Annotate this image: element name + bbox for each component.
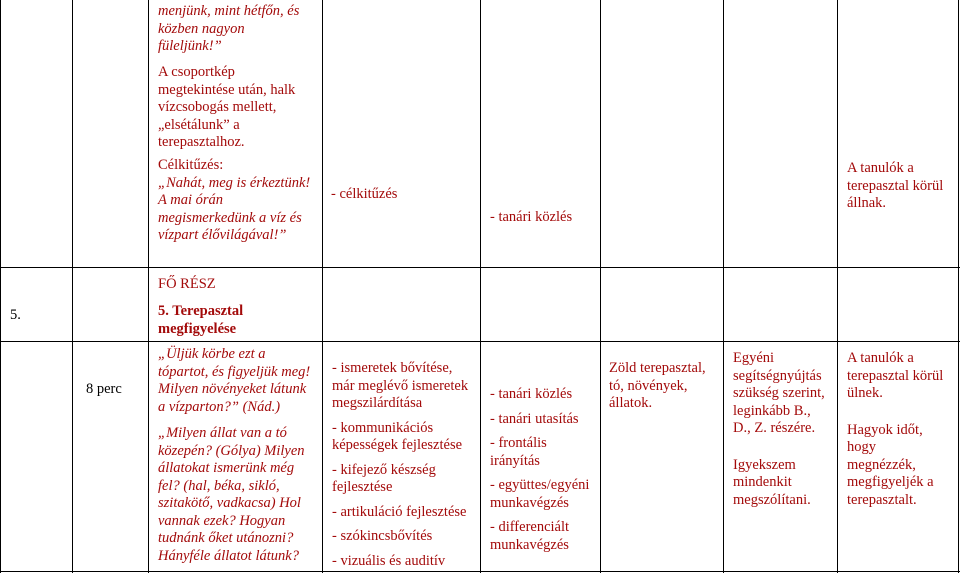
activity-description: „Üljük körbe ezt a tópartot, és figyeljük meg! Milyen növényeket látunk a vízparton?” (Nád.) „Milyen állat van a tó közepén? (Gólya) Milyen állatokat ismerünk még fel? (hal, béka, sikló, szitakötő, vadkacsa) Hol vannak ezek? Hogyan tudnánk őket utánozni? Hányféle állatot látunk? (158, 346, 311, 564)
teacher-announcement: - tanári közlés (490, 209, 573, 225)
differentiation-notes: Egyéni segítségnyújtás szükség szerint, leginkább B., D., Z. részére. Igyekszem mindenkit megszólítani. (733, 350, 825, 508)
intro-speech: menjünk, mint hétfőn, és közben nagyon füleljünk!” (158, 3, 300, 54)
goal-method: - célkitűzés (331, 186, 398, 202)
row-divider (0, 571, 960, 572)
column-divider (958, 0, 959, 573)
column-divider (148, 0, 149, 573)
column-divider (0, 0, 1, 573)
row-divider (0, 341, 960, 342)
column-divider (322, 0, 323, 573)
subsection-title: 5. Terepasztal megfigyelése (158, 303, 244, 337)
column-divider (600, 0, 601, 573)
intro-description: A csoportkép megtekintése után, halk vízcsobogás mellett, „elsétálunk” a terepasztalhoz. (158, 64, 296, 150)
column-divider (480, 0, 481, 573)
column-divider (837, 0, 838, 573)
column-divider (72, 0, 73, 573)
row-divider (0, 267, 960, 268)
goal-label: Célkitűzés: (158, 157, 224, 173)
duration: 8 perc (86, 381, 122, 397)
methods: - tanári közlés - tanári utasítás - frontális irányítás - együttes/egyéni munkavégzés - differenciált munkavégzés (490, 386, 590, 553)
students-standing-note: A tanulók a terepasztal körül állnak. (847, 160, 944, 211)
organization-notes: A tanulók a terepasztal körül ülnek. Hagyok időt, hogy megnézzék, megfigyeljék a terepasztalt. (847, 350, 944, 508)
tools: Zöld terepasztal, tó, növények, állatok. (609, 360, 706, 411)
section-title: FŐ RÉSZ (158, 276, 216, 292)
goal-block: Célkitűzés: „Nahát, meg is érkeztünk! A mai órán megismerkedünk a víz és vízpart élővilágával!” (158, 157, 318, 245)
development-goals: - ismeretek bővítése, már meglévő ismeretek megszilárdítása - kommunikációs képességek fejlesztése - kifejező készség fejlesztése - artikuláció fejlesztése - szókincsbővítés - vizuális és auditív (332, 360, 469, 569)
row-number: 5. (10, 307, 21, 323)
column-divider (723, 0, 724, 573)
